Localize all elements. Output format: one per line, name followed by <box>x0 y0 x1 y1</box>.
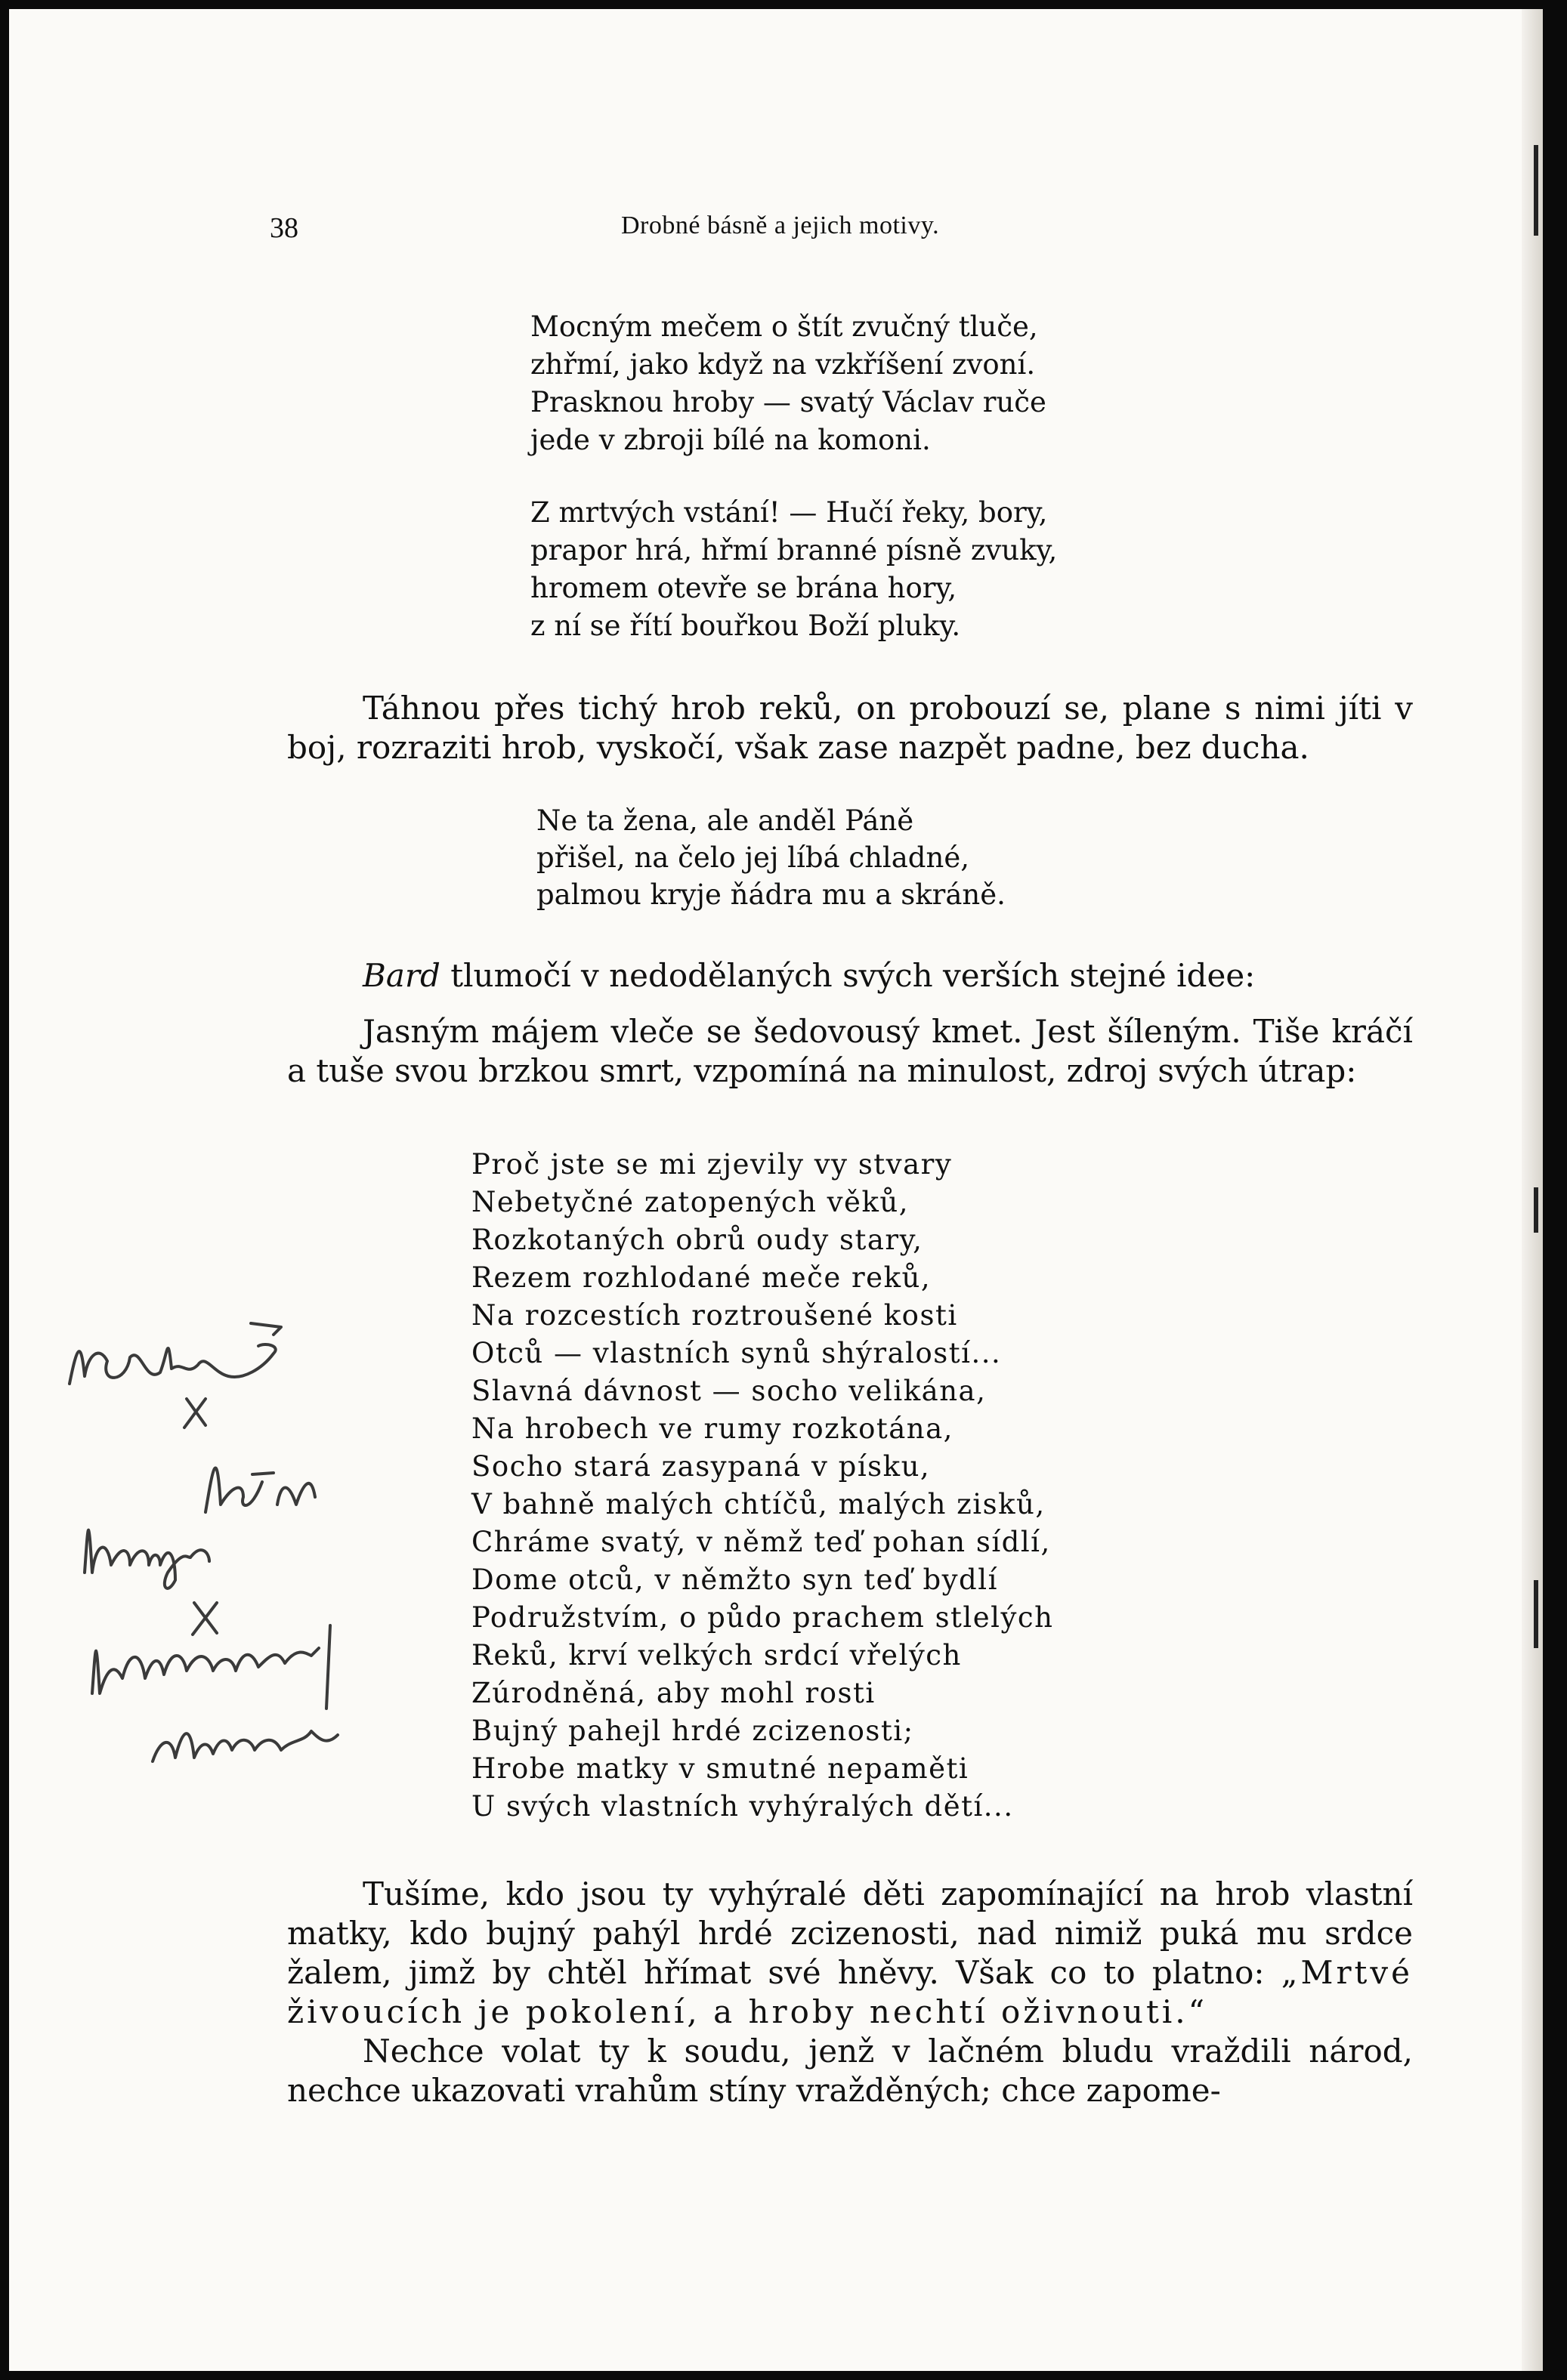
verse-line: Otců — vlastních synů shýralostí... <box>471 1337 1002 1369</box>
page-edge-shadow <box>1522 9 1543 2371</box>
poem-quote-2 <box>536 802 1006 913</box>
verse-line: prapor hrá, hřmí branné písně zvuky, <box>530 534 1058 566</box>
verse-line: Reků, krví velkých srdcí vřelých <box>471 1639 962 1672</box>
verse-line: Rozkotaných obrů oudy stary, <box>471 1224 923 1256</box>
scanned-page <box>9 9 1543 2371</box>
verse-line: Chráme svatý, v němž teď pohan sídlí, <box>471 1526 1051 1558</box>
verse-line: Socho stará zasypaná v písku, <box>471 1450 931 1483</box>
verse-line: Slavná dávnost — socho velikána, <box>471 1375 987 1407</box>
running-title: Drobné básně a jejich motivy. <box>621 211 940 239</box>
verse-line: hromem otevře se brána hory, <box>530 572 957 604</box>
paragraph-text: tlumočí v nedodělaných svých verších stejné idee: <box>440 957 1256 994</box>
verse-line: jede v zbroji bílé na komoni. <box>530 424 931 456</box>
verse-line: Hrobe matky v smutné nepaměti <box>471 1752 969 1785</box>
verse-line: Prasknou hroby — svatý Václav ruče <box>530 386 1046 418</box>
verse-line: Na rozcestích roztroušené kosti <box>471 1299 958 1332</box>
paragraph <box>287 956 1413 996</box>
stanza-break <box>530 459 1057 494</box>
verse-line: Z mrtvých vstání! — Hučí řeky, bory, <box>530 496 1048 529</box>
handwritten-margin-note <box>54 1293 410 1822</box>
verse-line: zhřmí, jako když na vzkříšení zvoní. <box>530 348 1036 381</box>
verse-line: z ní se řítí bouřkou Boží pluky. <box>530 610 961 642</box>
verse-line: Nebetyčné zatopených věků, <box>471 1186 909 1218</box>
verse-line: Dome otců, v němžto syn teď bydlí <box>471 1564 998 1596</box>
page-number: 38 <box>270 212 298 244</box>
paragraph: Jasným májem vleče se šedovousý kmet. Jest šíleným. Tiše kráčí a tuše svou brzkou smrt, vzpomíná na minulost, zdroj svých útrap: <box>287 1013 1413 1089</box>
page-header <box>9 211 1543 257</box>
work-title: Bard <box>363 957 440 994</box>
verse-line: přišel, na čelo jej líbá chladné, <box>536 841 969 874</box>
verse-line: Podružstvím, o půdo prachem stlelých <box>471 1601 1054 1634</box>
quotation: „Mrtvé živoucích je pokolení, a hroby nechtí oživnouti.“ <box>287 1954 1413 2030</box>
paragraph-text: Tušíme, kdo jsou ty vyhýralé děti zapomínající na hrob vlastní matky, kdo bujný pahýl hrdé zcizenosti, nad nimiž puká mu srdce žalem, jimž by chtěl hřímat své hněvy. Však co to platno: <box>287 1875 1413 1991</box>
verse-line: U svých vlastních vyhýralých dětí... <box>471 1790 1014 1823</box>
paragraph: Táhnou přes tichý hrob reků, on probouzí se, plane s nimi jíti v boj, rozraziti hrob, vyskočí, však zase nazpět padne, bez ducha. <box>287 690 1413 766</box>
verse-line: Ne ta žena, ale anděl Páně <box>536 804 914 837</box>
verse-line: palmou kryje ňádra mu a skráně. <box>536 878 1006 911</box>
verse-line: Na hrobech ve rumy rozkotána, <box>471 1412 953 1445</box>
scan-artifact <box>1534 1580 1538 1648</box>
verse-line: Rezem rozhlodané meče reků, <box>471 1261 932 1294</box>
paragraph: Nechce volat ty k soudu, jenž v lačném bludu vraždili národ, nechce ukazovati vrahům stíny vražděných; chce zapome- <box>287 2033 1413 2109</box>
scan-artifact <box>1534 1187 1538 1233</box>
verse-line: Zúrodněná, aby mohl rosti <box>471 1677 876 1709</box>
verse-line: Proč jste se mi zjevily vy stvary <box>471 1148 953 1181</box>
poem-quote-3 <box>471 1146 1053 1826</box>
verse-line: V bahně malých chtíčů, malých zisků, <box>471 1488 1046 1520</box>
poem-quote-1 <box>530 308 1057 645</box>
verse-line: Bujný pahejl hrdé zcizenosti; <box>471 1715 914 1747</box>
verse-line: Mocným mečem o štít zvučný tluče, <box>530 310 1038 343</box>
paragraph <box>287 1875 1413 2032</box>
